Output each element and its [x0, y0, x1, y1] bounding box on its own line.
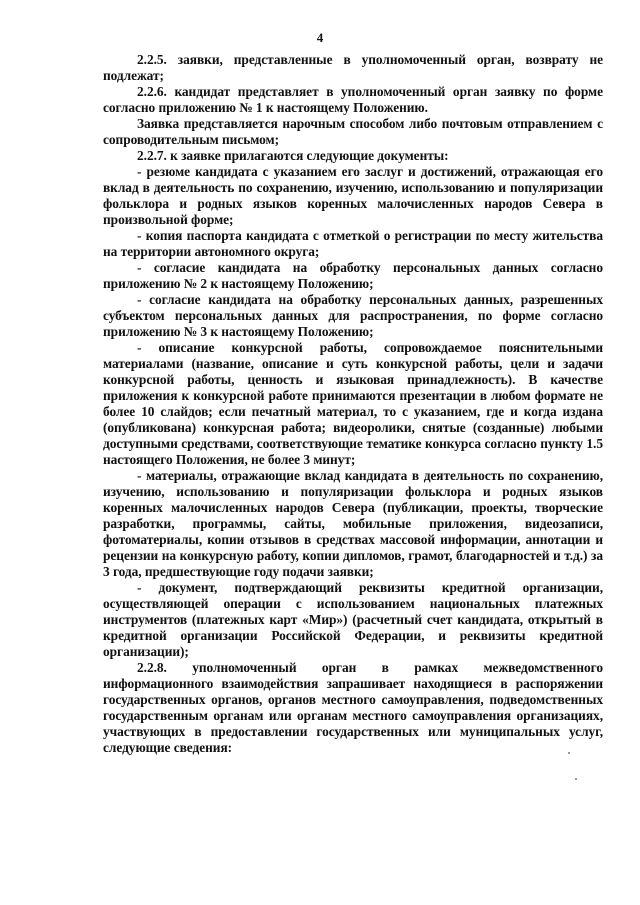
list-item-passport-copy: - копия паспорта кандидата с отметкой о регистрации по месту жительства на территории автономного округа;: [103, 228, 603, 259]
document-body: [103, 52, 603, 756]
list-item-bank-document: - документ, подтверждающий реквизиты кредитной организации, осуществляющей операции с использованием национальных платежных инструментов (платежных карт «Мир») (расчетный счет кандидата, открытый в кредитной организации Российской Федерации, и реквизиты кредитной организации);: [103, 580, 603, 659]
paragraph-submission-method: Заявка представляется нарочным способом либо почтовым отправлением с сопроводительным письмом;: [103, 116, 603, 147]
paragraph-2-2-6: 2.2.6. кандидат представляет в уполномоченный орган заявку по форме согласно приложению № 1 к настоящему Положению.: [103, 84, 603, 115]
list-item-contribution-materials: - материалы, отражающие вклад кандидата в деятельность по сохранению, изучению, использованию и популяризации фольклора и родных языков коренных малочисленных народов Севера (публикации, проекты, творческие разработки, программы, сайты, мобильные приложения, видеозаписи, фотоматериалы, копии отзывов в средствах массовой информации, аннотации и рецензии на конкурсную работу, копии дипломов, грамот, благодарностей и т.д.) за 3 года, предшествующие году подачи заявки;: [103, 468, 603, 579]
paragraph-2-2-5: 2.2.5. заявки, представленные в уполномоченный орган, возврату не подлежат;: [103, 52, 603, 83]
list-item-resume: - резюме кандидата с указанием его заслуг и достижений, отражающая его вклад в деятельность по сохранению, изучению, использованию и популяризации фольклора и родных языков коренных малочисленных народов Севера в произвольной форме;: [103, 164, 603, 227]
page-number: 4: [316, 30, 324, 45]
scan-speck: [575, 778, 577, 780]
list-item-work-description: - описание конкурсной работы, сопровождаемое пояснительными материалами (название, описание и суть конкурсной работы, цели и задачи конкурсной работы, ценность и языковая принадлежность). В качестве приложения к конкурсной работе принимаются презентации в любом формате не более 10 слайдов; если печатный материал, то с указанием, где и когда издана (опубликована) конкурсная работа; видеоролики, снятые (созданные) любыми доступными средствами, соответствующие тематике конкурса согласно пункту 1.5 настоящего Положения, не более 3 минут;: [103, 340, 603, 467]
list-item-consent-distribution: - согласие кандидата на обработку персональных данных, разрешенных субъектом персональных данных для распространения, по форме согласно приложению № 3 к настоящему Положению;: [103, 292, 603, 339]
paragraph-2-2-7: 2.2.7. к заявке прилагаются следующие документы:: [137, 148, 449, 163]
paragraph-2-2-8: 2.2.8. уполномоченный орган в рамках межведомственного информационного взаимодействия запрашивает находящиеся в распоряжении государственных органов, органов местного самоуправления, подведомственных государственным органам или органам местного самоуправления организациях, участвующих в предоставлении государственных или муниципальных услуг, следующие сведения:: [103, 660, 603, 755]
scan-speck: [568, 752, 570, 754]
list-item-consent-processing: - согласие кандидата на обработку персональных данных согласно приложению № 2 к настоящему Положению;: [103, 260, 603, 291]
